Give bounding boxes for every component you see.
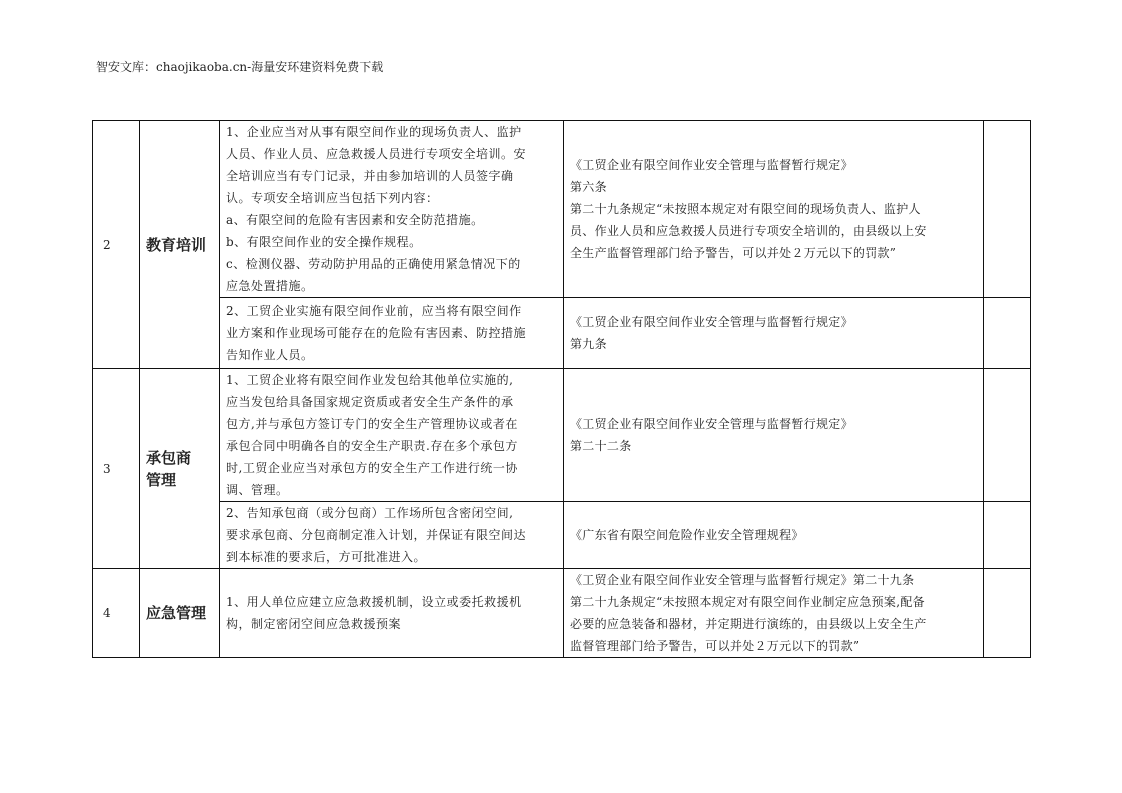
blank-cell xyxy=(984,369,1031,502)
blank-cell xyxy=(984,569,1031,658)
basis-cell: 《工贸企业有限空间作业安全管理与监督暂行规定》第二十九条 第二十九条规定“未按照本规定对有限空间作业制定应急预案,配备 必要的应急装备和器材，并定期进行演练的，由县级以上安全生产 监督管理部门给予警告，可以并处２万元以下的罚款” xyxy=(564,569,984,658)
table-row xyxy=(93,569,1031,658)
basis-cell: 《广东省有限空间危险作业安全管理规程》 xyxy=(564,502,984,569)
basis-cell: 《工贸企业有限空间作业安全管理与监督暂行规定》 第九条 xyxy=(564,298,984,369)
row-number: 4 xyxy=(93,569,140,658)
table-row xyxy=(93,369,1031,502)
blank-cell xyxy=(984,121,1031,298)
table-row xyxy=(93,121,1031,298)
requirement-cell: 2、告知承包商（或分包商）工作场所包含密闭空间, 要求承包商、分包商制定准入计划，并保证有限空间达 到本标准的要求后，方可批准进入。 xyxy=(220,502,564,569)
item-category: 应急管理 xyxy=(140,569,220,658)
table-row xyxy=(93,298,1031,369)
blank-cell xyxy=(984,298,1031,369)
row-number: 2 xyxy=(93,121,140,369)
requirement-cell: 1、企业应当对从事有限空间作业的现场负责人、监护 人员、作业人员、应急救援人员进行专项安全培训。安 全培训应当有专门记录，并由参加培训的人员签字确 认。专项安全培训应当包括下列内容： a、有限空间的危险有害因素和安全防范措施。 b、有限空间作业的安全操作规程。 c、检测仪器、劳动防护用品的正确使用紧急情况下的 应急处置措施。 xyxy=(220,121,564,298)
row-number: 3 xyxy=(93,369,140,569)
item-category: 承包商 管理 xyxy=(140,369,220,569)
basis-cell: 《工贸企业有限空间作业安全管理与监督暂行规定》 第六条 第二十九条规定“未按照本规定对有限空间的现场负责人、监护人 员、作业人员和应急救援人员进行专项安全培训的，由县级以上安 全生产监督管理部门给予警告，可以并处２万元以下的罚款” xyxy=(564,121,984,298)
requirement-cell: 2、工贸企业实施有限空间作业前，应当将有限空间作 业方案和作业现场可能存在的危险有害因素、防控措施 告知作业人员。 xyxy=(220,298,564,369)
checklist-table xyxy=(92,120,1031,658)
requirement-cell: 1、工贸企业将有限空间作业发包给其他单位实施的, 应当发包给具备国家规定资质或者安全生产条件的承 包方,并与承包方签订专门的安全生产管理协议或者在 承包合同中明确各自的安全生产职责.存在多个承包方 时,工贸企业应当对承包方的安全生产工作进行统一协 调、管理。 xyxy=(220,369,564,502)
requirement-cell: 1、用人单位应建立应急救援机制，设立或委托救援机 构，制定密闭空间应急救援预案 xyxy=(220,569,564,658)
basis-cell: 《工贸企业有限空间作业安全管理与监督暂行规定》 第二十二条 xyxy=(564,369,984,502)
item-category: 教育培训 xyxy=(140,121,220,369)
page-header: 智安文库：chaojikaoba.cn-海量安环建资料免费下载 xyxy=(96,60,384,74)
blank-cell xyxy=(984,502,1031,569)
table-row xyxy=(93,502,1031,569)
